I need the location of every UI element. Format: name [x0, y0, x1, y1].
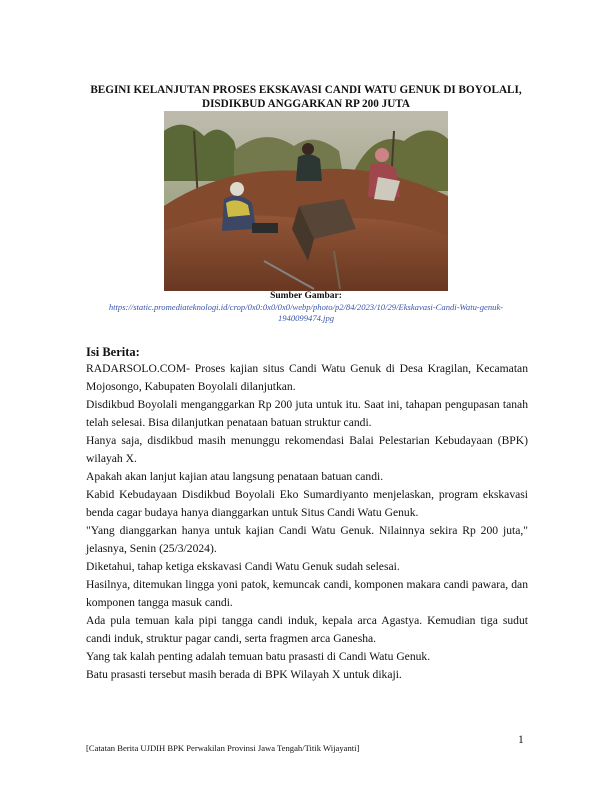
paragraph: Ada pula temuan kala pipi tangga candi induk, kepala arca Agastya. Kemudian tiga sudut candi induk, struktur pagar candi, serta fragmen arca Ganesha.: [86, 614, 528, 645]
paragraph: RADARSOLO.COM- Proses kajian situs Candi Watu Genuk di Desa Kragilan, Kecamatan Mojosongo, Kabupaten Boyolali dilanjutkan.: [86, 362, 528, 393]
excavation-photo: [164, 111, 448, 291]
paragraph: Hasilnya, ditemukan lingga yoni patok, kemuncak candi, komponen makara candi pawara, dan komponen tangga masuk candi.: [86, 578, 528, 609]
paragraph: Batu prasasti tersebut masih berada di BPK Wilayah X untuk dikaji.: [86, 668, 402, 681]
image-source-url[interactable]: https://static.promediateknologi.id/crop/0x0:0x0/0x0/webp/photo/p2/84/2023/10/29/Ekskavasi-Candi-Watu-genuk-1940099474.jpg: [108, 302, 504, 323]
paragraph: Kabid Kebudayaan Disdikbud Boyolali Eko Sumardiyanto menjelaskan, program ekskavasi benda cagar budaya hanya dianggarkan untuk Situs Candi Watu Genuk.: [86, 488, 528, 519]
paragraph: Apakah akan lanjut kajian atau langsung penataan batuan candi.: [86, 470, 384, 483]
paragraph: "Yang dianggarkan hanya untuk kajian Candi Watu Genuk. Nilainnya sekira Rp 200 juta," jelasnya, Senin (25/3/2024).: [86, 524, 528, 555]
paragraph: Yang tak kalah penting adalah temuan batu prasasti di Candi Watu Genuk.: [86, 650, 431, 663]
section-label: Isi Berita:: [86, 345, 140, 359]
page-number: 1: [518, 733, 524, 746]
image-caption-label: Sumber Gambar:: [270, 291, 342, 301]
paragraph: Diketahui, tahap ketiga ekskavasi Candi Watu Genuk sudah selesai.: [86, 560, 400, 573]
paragraph: Disdikbud Boyolali menganggarkan Rp 200 juta untuk itu. Saat ini, tahapan pengupasan tanah telah selesai. Bisa dilanjutkan penataan batuan struktur candi.: [86, 398, 528, 429]
article-body: [86, 360, 528, 684]
article-title: BEGINI KELANJUTAN PROSES EKSKAVASI CANDI WATU GENUK DI BOYOLALI, DISDIKBUD ANGGARKAN RP 200 JUTA: [90, 84, 522, 110]
footer-note: [Catatan Berita UJDIH BPK Perwakilan Provinsi Jawa Tengah/Titik Wijayanti]: [86, 743, 360, 753]
paragraph: Hanya saja, disdikbud masih menunggu rekomendasi Balai Pelestarian Kebudayaan (BPK) wilayah X.: [86, 434, 528, 465]
